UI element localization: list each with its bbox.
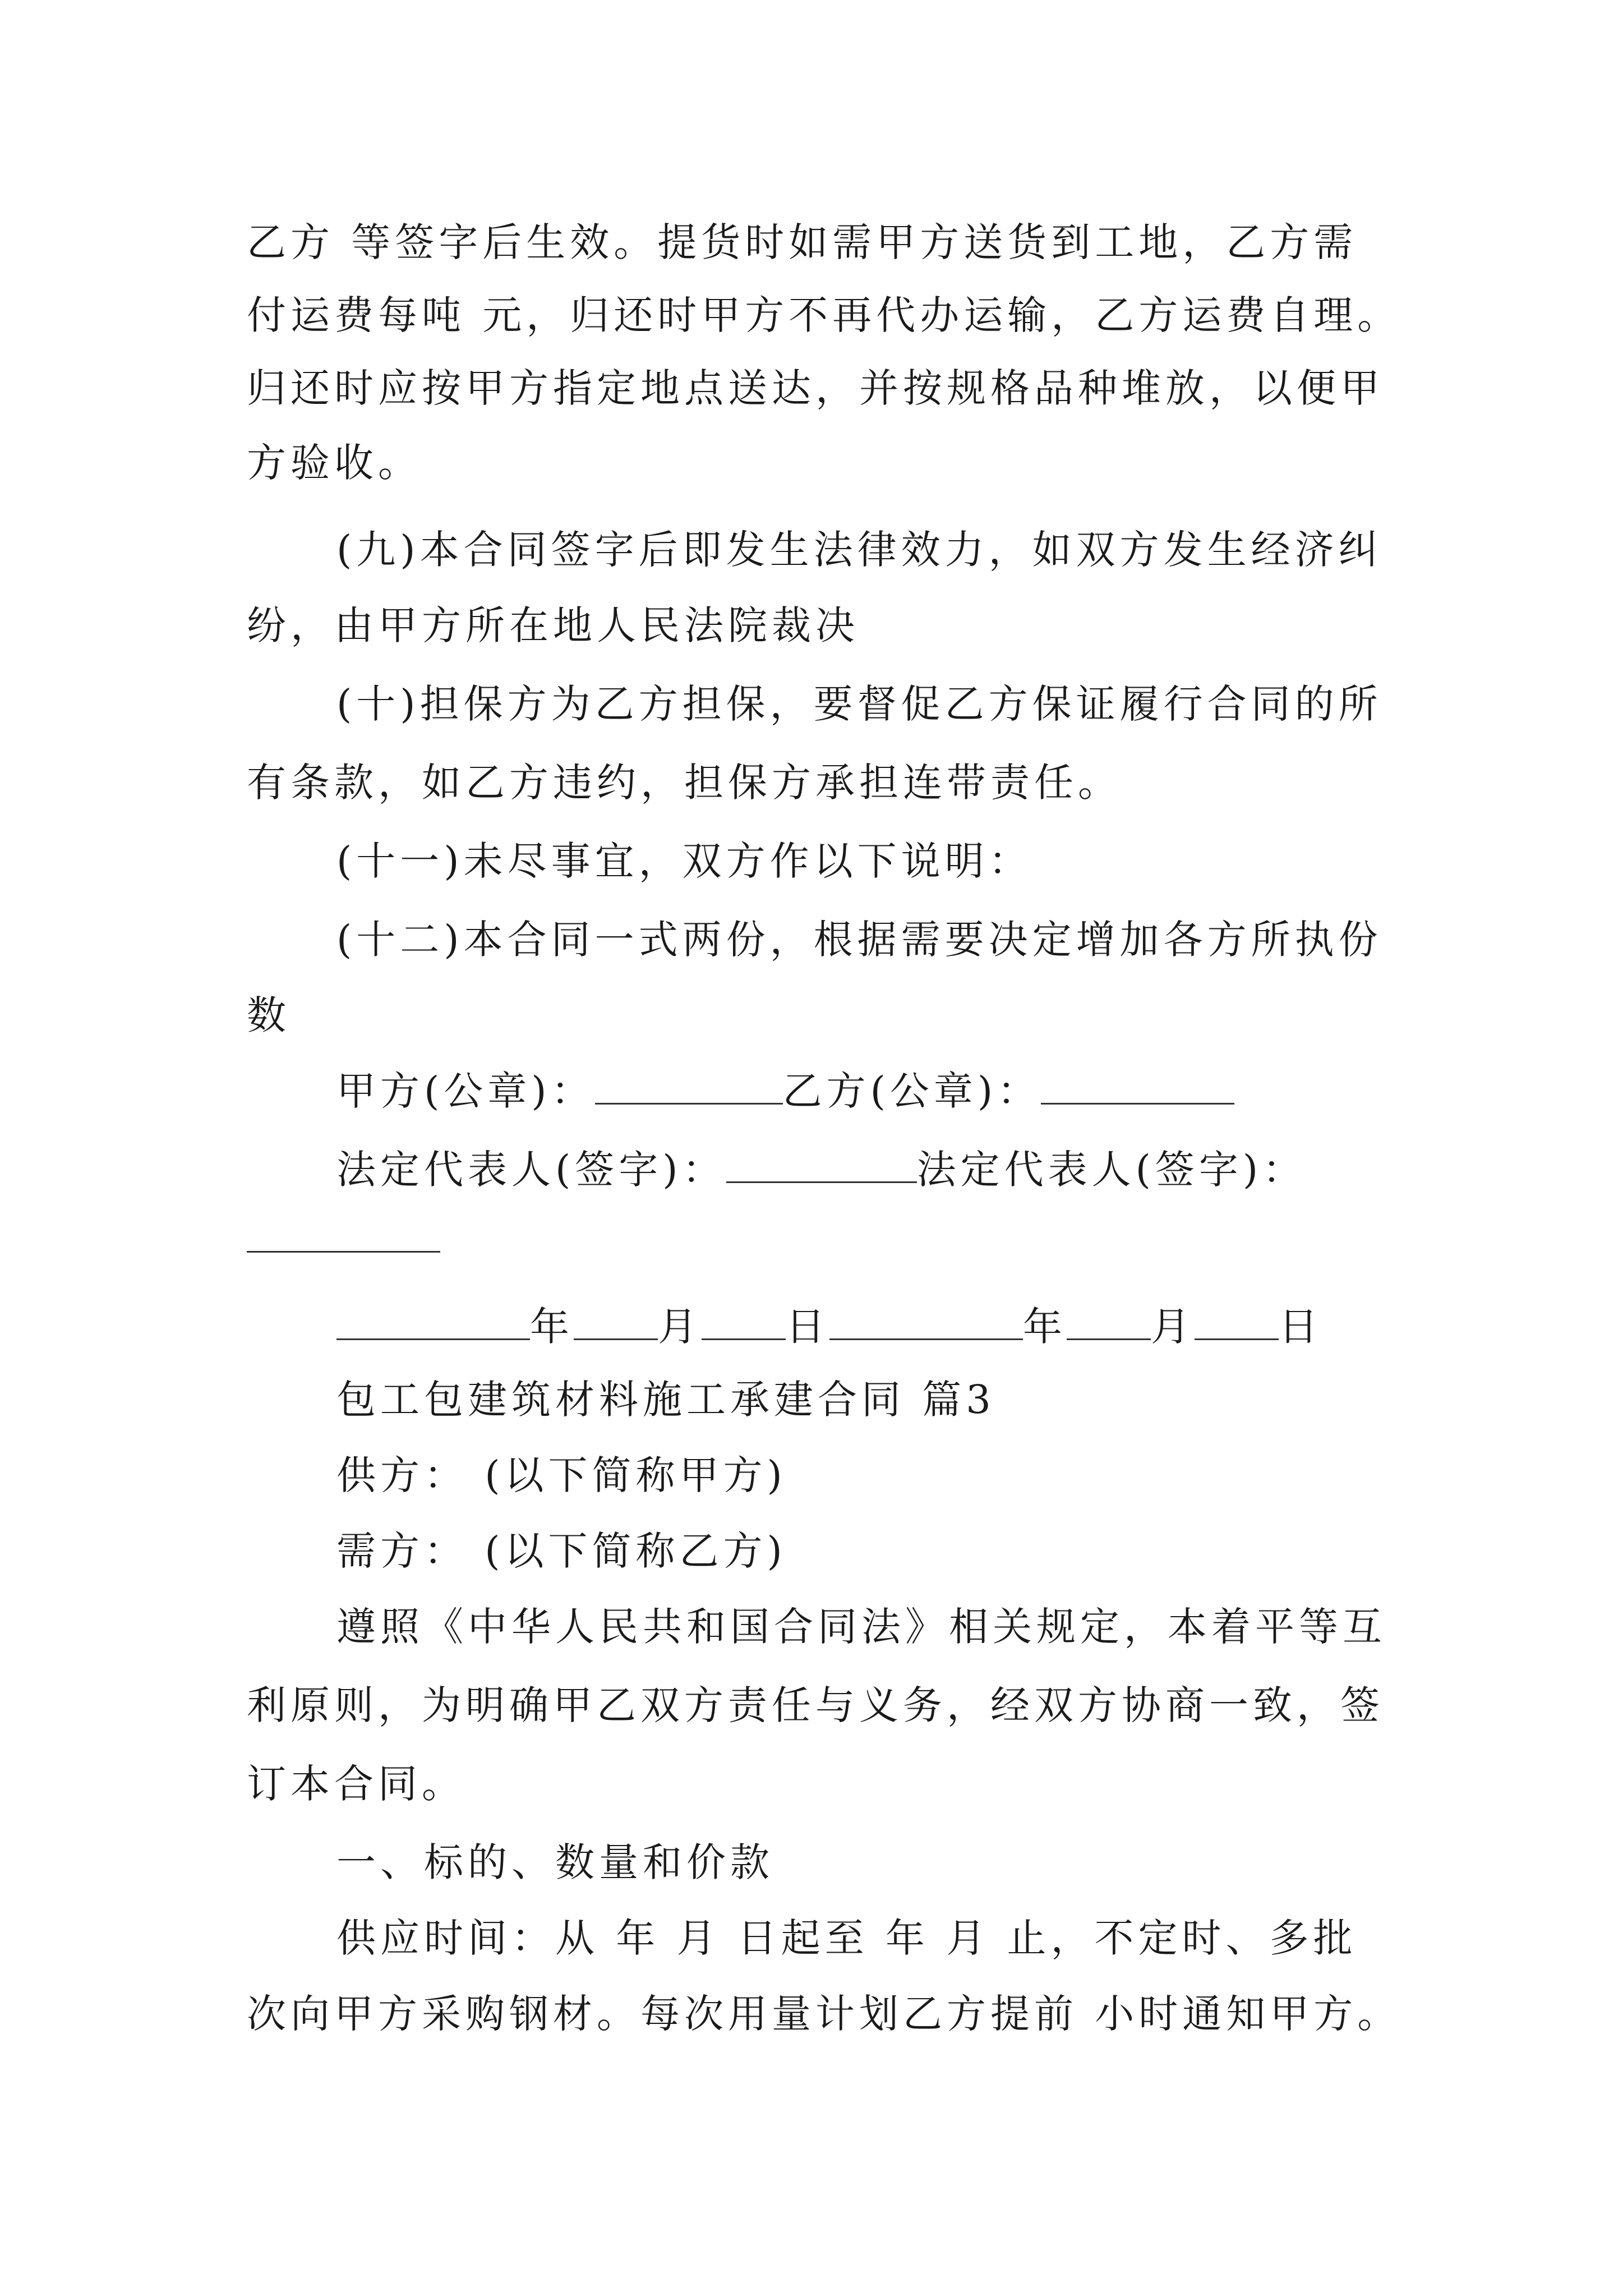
- party-a-seal-blank: [595, 1069, 783, 1105]
- party-a-rep-label: 法定代表人(签字)：: [336, 1147, 726, 1193]
- month-blank-2: [1067, 1305, 1151, 1340]
- supplier-line: 供方： (以下简称甲方): [336, 1452, 787, 1498]
- month-label: 月: [658, 1304, 702, 1350]
- supply-line: 供应时间：从 年 月 日起至 年 月 止，不定时、多批: [336, 1915, 1357, 1961]
- section-title: 包工包建筑材料施工承建合同 篇3: [336, 1377, 995, 1423]
- year-blank: [336, 1305, 530, 1340]
- party-b-seal-label: 乙方(公章)：: [782, 1068, 1041, 1114]
- body-line: 纷，由甲方所在地人民法院裁决: [247, 602, 859, 648]
- year-label-2: 年: [1023, 1304, 1067, 1350]
- body-line: 有条款，如乙方违约，担保方承担连带责任。: [247, 760, 1122, 806]
- clause-9-line: (九)本合同签字后即发生法律效力，如双方发生经济纠: [336, 527, 1382, 573]
- day-label-2: 日: [1279, 1304, 1322, 1350]
- body-line: 方验收。: [247, 440, 422, 486]
- year-label: 年: [530, 1304, 574, 1350]
- day-blank: [702, 1305, 786, 1340]
- party-b-rep-blank: [247, 1251, 440, 1253]
- body-line: 付运费每吨 元，归还时甲方不再代办运输，乙方运费自理。: [247, 292, 1401, 338]
- clause-10-line: (十)担保方为乙方担保，要督促乙方保证履行合同的所: [336, 681, 1382, 727]
- intro-line: 遵照《中华人民共和国合同法》相关规定，本着平等互: [336, 1604, 1386, 1650]
- intro-line: 利原则，为明确甲乙双方责任与义务，经双方协商一致，签: [247, 1682, 1384, 1728]
- month-label-2: 月: [1151, 1304, 1195, 1350]
- body-line: 归还时应按甲方指定地点送达，并按规格品种堆放，以便甲: [247, 365, 1384, 411]
- year-blank-2: [829, 1305, 1023, 1340]
- clause-12-line: (十二)本合同一式两份，根据需要决定增加各方所执份: [336, 917, 1382, 963]
- seal-line: [336, 1060, 1234, 1122]
- body-line: 数: [247, 992, 291, 1038]
- intro-line: 订本合同。: [247, 1761, 465, 1807]
- party-b-seal-blank: [1041, 1069, 1234, 1105]
- party-b-rep-label: 法定代表人(签字)：: [916, 1147, 1307, 1193]
- date-line: [336, 1296, 1322, 1358]
- representative-line: [336, 1139, 1306, 1200]
- party-a-seal-label: 甲方(公章)：: [336, 1068, 595, 1114]
- clause-heading: 一、标的、数量和价款: [336, 1839, 774, 1885]
- day-blank-2: [1195, 1305, 1279, 1340]
- party-a-rep-blank: [726, 1148, 917, 1183]
- clause-11-line: (十一)未尽事宜，双方作以下说明：: [336, 838, 1032, 884]
- day-label: 日: [786, 1304, 829, 1350]
- body-line: 乙方 等签字后生效。提货时如需甲方送货到工地，乙方需: [247, 219, 1358, 265]
- buyer-line: 需方： (以下简称乙方): [336, 1528, 787, 1574]
- month-blank: [574, 1305, 658, 1340]
- supply-line: 次向甲方采购钢材。每次用量计划乙方提前 小时通知甲方。: [247, 1991, 1401, 2037]
